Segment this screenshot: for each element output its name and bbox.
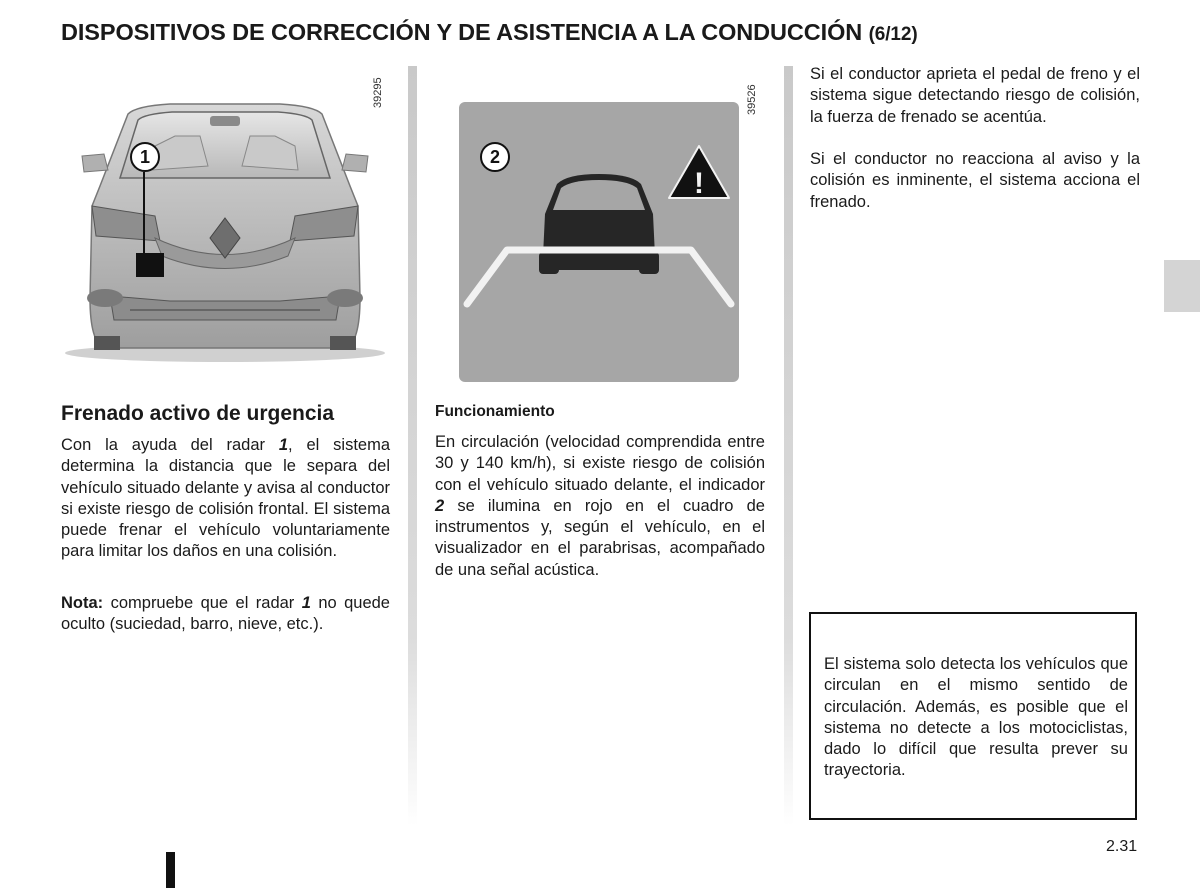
paragraph-operation bbox=[435, 432, 765, 581]
page-title bbox=[61, 19, 918, 46]
radar-sensor bbox=[136, 253, 164, 277]
column-divider-right bbox=[784, 66, 793, 826]
vehicle-ahead-icon bbox=[539, 174, 659, 274]
ref-1: 1 bbox=[278, 436, 289, 454]
figure-code: 39295 bbox=[372, 77, 384, 108]
note-label: Nota: bbox=[61, 594, 104, 612]
text-run: En circulación (velocidad comprendida entre 30 y 140 km/h), si existe riesgo de colisión con el vehículo situado delante, el indicador bbox=[435, 433, 765, 494]
paragraph-emergency: Si el conductor no reacciona al aviso y la colisión es inminente, el sistema acciona el frenado. bbox=[810, 150, 1140, 211]
figure-code: 39526 bbox=[746, 84, 758, 115]
car-figure bbox=[60, 66, 390, 366]
info-box bbox=[809, 612, 1137, 820]
warning-glyph: ! bbox=[694, 167, 704, 200]
paragraph-braking: Si el conductor aprieta el pedal de freno y el sistema sigue detectando riesgo de colisión, la fuerza de frenado se acentúa. bbox=[810, 65, 1140, 126]
text-run: , el sistema determina la distancia que le separa del vehículo situado delante y avisa al conductor si existe riesgo de colisión frontal. El sistema puede frenar el vehículo voluntariamente para limitar los daños en una colisión. bbox=[61, 436, 390, 561]
text-run: se ilumina en rojo en el cuadro de instrumentos y, según el vehículo, en el visualizador en el parabrisas, acompañado de una señal acústica. bbox=[435, 496, 765, 579]
info-box-text: El sistema solo detecta los vehículos que circulan en el mismo sentido de circulación. Además, es posible que el sistema no detecte a los motociclistas, dado lo difícil que resulta prever su trayectoria. bbox=[824, 655, 1128, 780]
ref-1: 1 bbox=[301, 594, 311, 612]
paragraph-note bbox=[61, 593, 390, 636]
indicator-figure bbox=[459, 102, 739, 382]
ref-2: 2 bbox=[435, 496, 445, 515]
text-run: no quede oculto (suciedad, barro, nieve, etc.). bbox=[61, 594, 390, 634]
car-front-illustration bbox=[60, 66, 390, 366]
page-corner-mark bbox=[166, 852, 175, 888]
page-title-text: DISPOSITIVOS DE CORRECCIÓN Y DE ASISTENCIA A LA CONDUCCIÓN bbox=[61, 19, 863, 45]
page-title-part: (6/12) bbox=[868, 24, 918, 45]
paragraph-radar bbox=[61, 435, 390, 563]
text-run: Con la ayuda del radar bbox=[61, 436, 279, 454]
operation-heading: Funcionamiento bbox=[435, 403, 555, 420]
section-heading: Frenado activo de urgencia bbox=[61, 402, 335, 425]
text-run: compruebe que el radar bbox=[103, 594, 302, 612]
page-number: 2.31 bbox=[1106, 838, 1138, 855]
callout-1: 1 bbox=[130, 142, 160, 172]
column-divider-left bbox=[408, 66, 417, 826]
section-tab bbox=[1164, 260, 1200, 312]
callout-2: 2 bbox=[480, 142, 510, 172]
